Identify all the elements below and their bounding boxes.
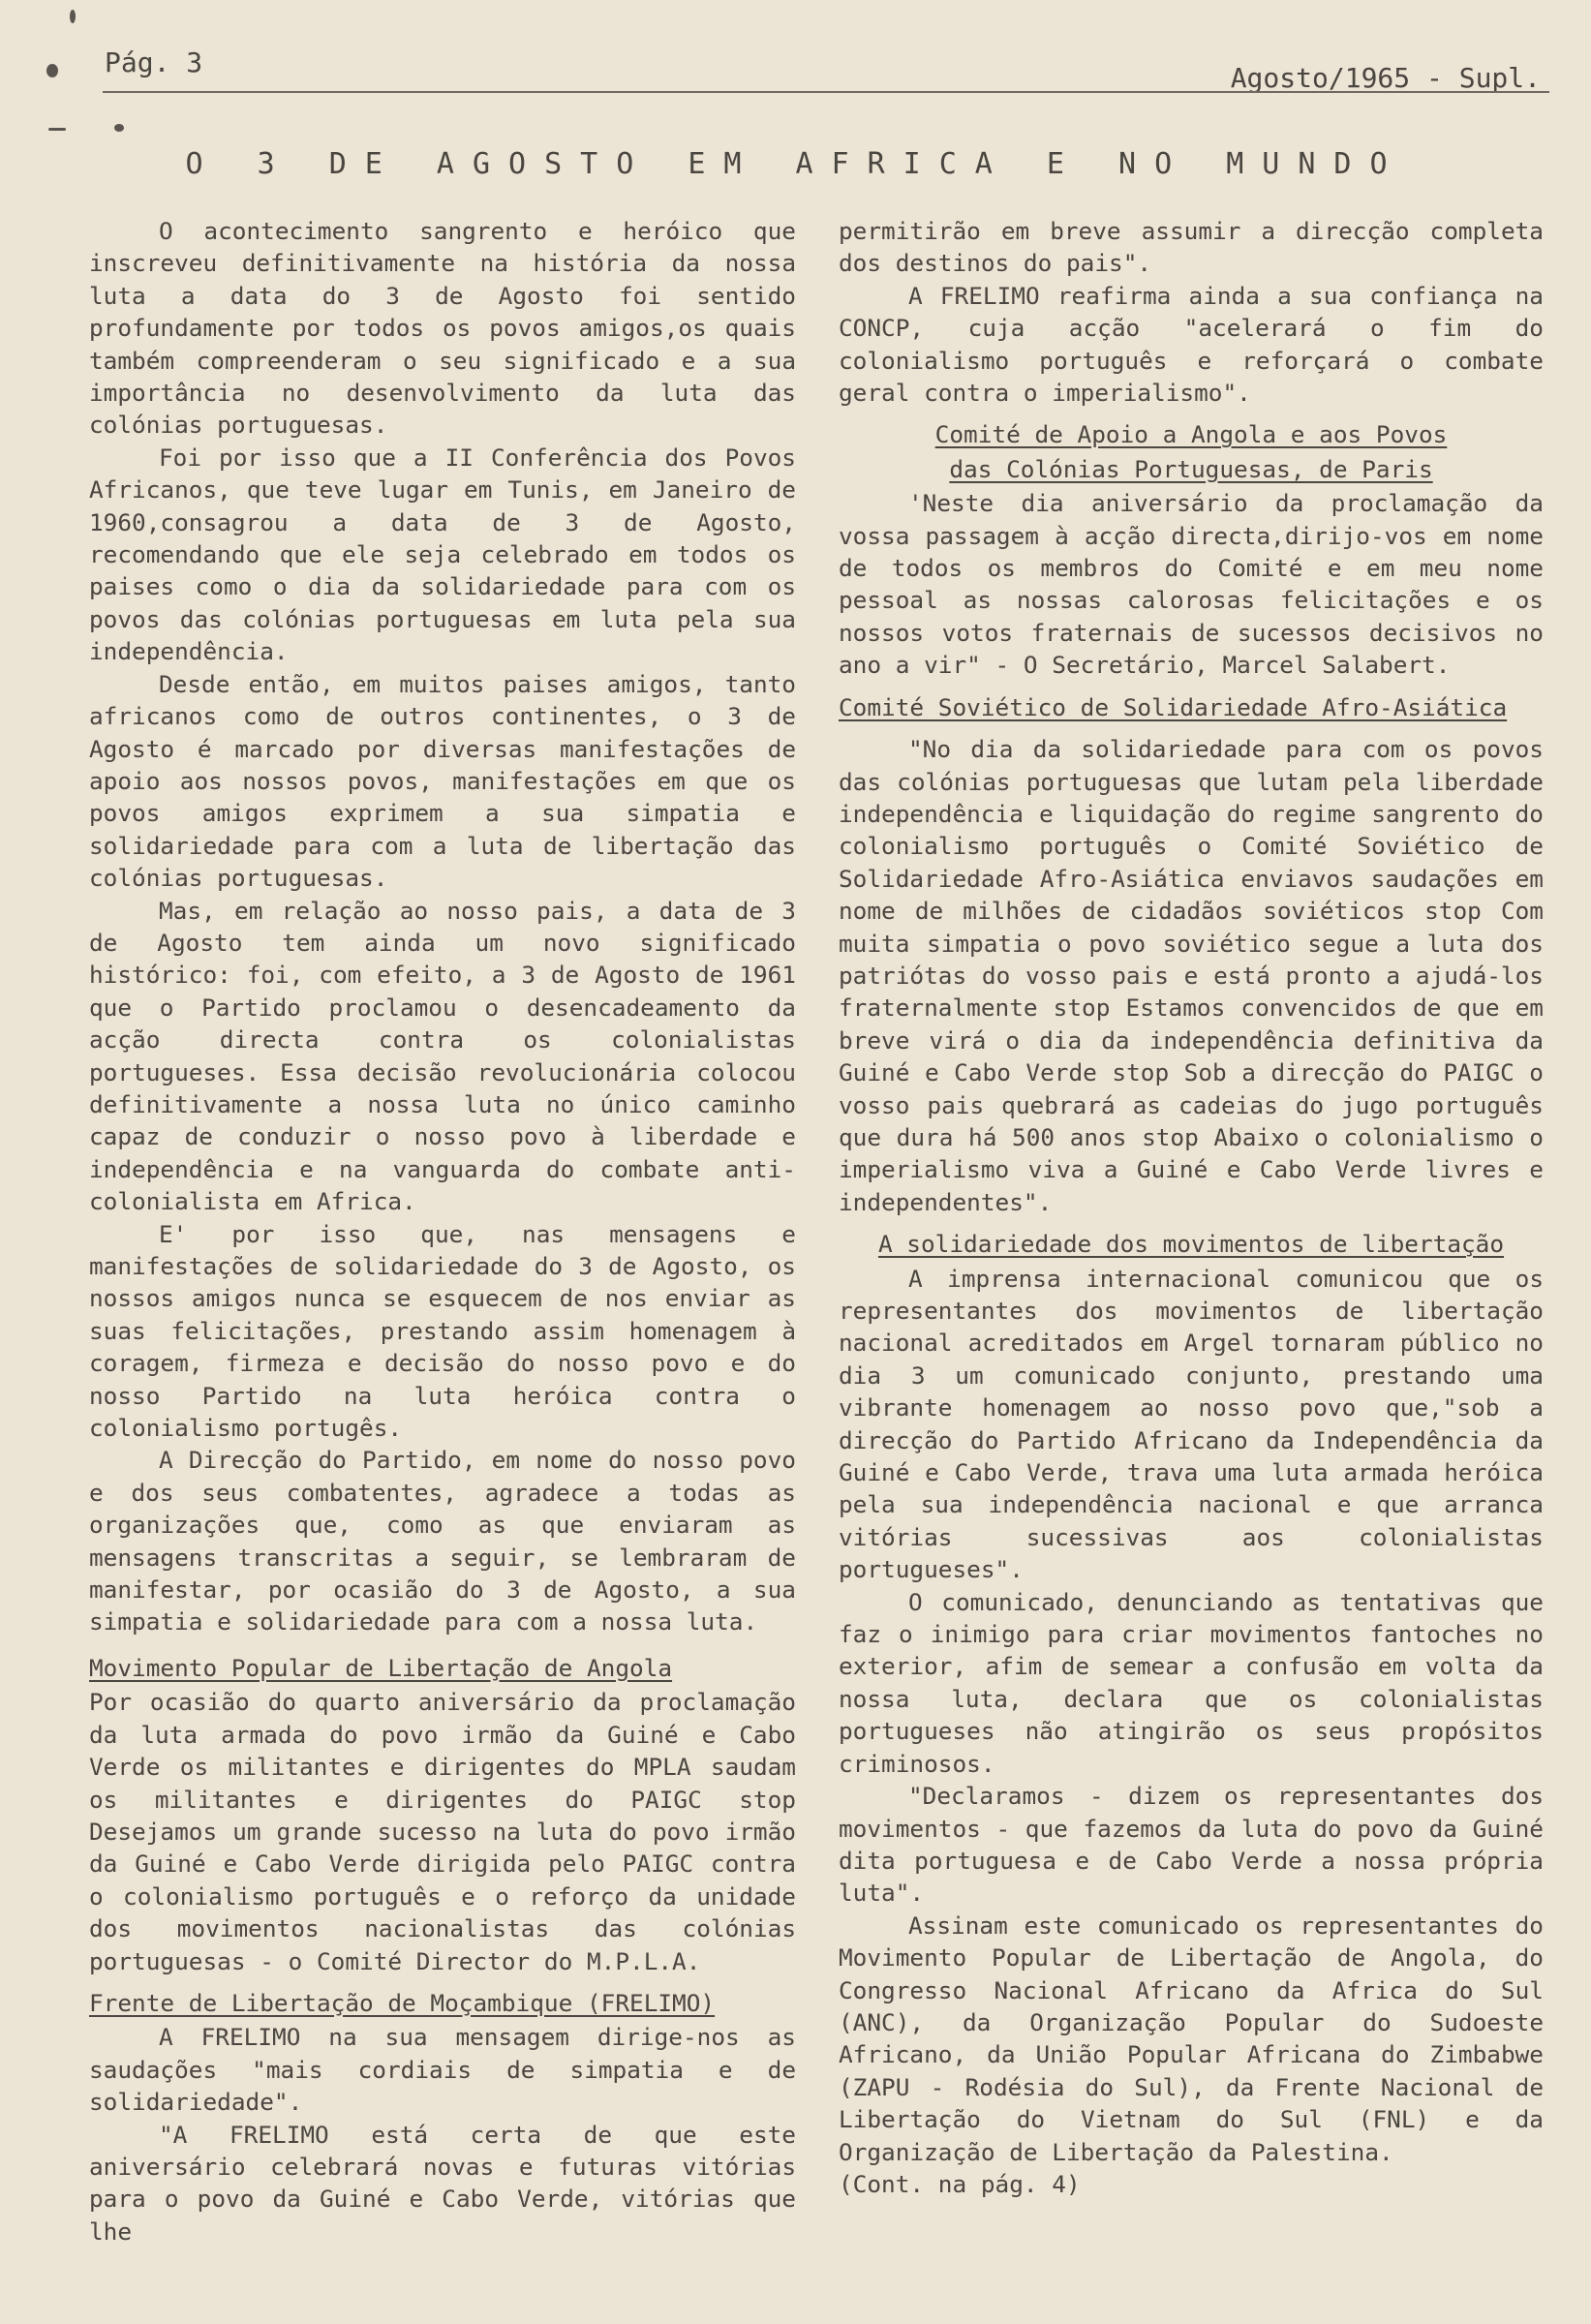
ink-spot [46, 64, 58, 77]
paragraph: "A FRELIMO está certa de que este aniversário celebrará novas e futuras vitórias para o povo da Guiné e Cabo Verde, vitórias que lhe [89, 2120, 796, 2246]
paragraph: O comunicado, denunciando as tentativas que faz o inimigo para criar movimentos fantoches no exterior, afim de semear a confusão em volta da nossa luta, declara que os colonialistas portugueses não atingirão os seus propósitos criminosos. [839, 1587, 1544, 1778]
page-number: Pág. 3 [105, 46, 203, 78]
paragraph: Mas, em relação ao nosso pais, a data de 3 de Agosto tem ainda um novo significado histórico: foi, com efeito, a 3 de Agosto de 1961 que o Partido proclamou o desencadeamento da acção directa contra os colonialistas portugueses. Essa decisão revolucionária colocou definitivamente a nossa luta no único caminho capaz de conduzir o nosso povo à liberdade e independência e na vanguarda do combate anti-colonialista em Africa. [89, 896, 796, 1216]
section-heading-paris-line2: das Colónias Portuguesas, de Paris [949, 454, 1433, 483]
paragraph: Desde então, em muitos paises amigos, tanto africanos como de outros continentes, o 3 de Agosto é marcado por diversas manifestações de apoio aos nossos povos, manifestações em que os povos amigos exprimem a sua simpatia e solidariedade para com a luta de libertação das colónias portuguesas. [89, 669, 796, 893]
paragraph: A Direcção do Partido, em nome do nosso povo e dos seus combatentes, agradece a todas as organizações que, como as que enviaram as mensagens transcritas a seguir, se lembraram de manifestar, por ocasião do 3 de Agosto, a sua simpatia e solidariedade para com a nossa luta. [89, 1446, 796, 1636]
section-heading-mpla: Movimento Popular de Libertação de Angola [89, 1653, 673, 1682]
paragraph: Foi por isso que a II Conferência dos Povos Africanos, que teve lugar em Tunis, em Janeiro de 1960,consagrou a data de 3 de Agosto, recomendando que ele seja celebrado em todos os paises como o dia da solidariedade para com os povos das colónias portuguesas em luta pela sua independência. [89, 443, 796, 666]
header-rule [103, 91, 1549, 93]
ink-spot [114, 124, 124, 132]
ink-spot [70, 10, 76, 23]
paragraph: Por ocasião do quarto aniversário da proclamação da luta armada do povo irmão da Guiné e Cabo Verde os militantes e dirigentes do MPLA saudam os militantes e dirigentes do PAIGC stop Desejamos um grande sucesso na luta do povo irmão da Guiné e Cabo Verde dirigida pelo PAIGC contra o colonialismo português e o reforço da unidade dos movimentos nacionalistas das colónias portuguesas - o Comité Director do M.P.L.A. [89, 1688, 796, 1975]
section-heading-movements: A solidariedade dos movimentos de libertação [877, 1230, 1505, 1259]
paragraph: Assinam este comunicado os representantes do Movimento Popular de Libertação de Angola, do Congresso Nacional Africano da Africa do Sul (ANC), da Organização Popular do Sudoeste Africano, da União Popular Africana do Zimbabwe (ZAPU - Rodésia do Sul), da Frente Nacional de Libertação do Vietnam do Sul (FNL) e da Organização de Libertação da Palestina. [839, 1911, 1544, 2166]
continued-note: (Cont. na pág. 4) [839, 2169, 1081, 2198]
paragraph: E' por isso que, nas mensagens e manifestações de solidariedade do 3 de Agosto, os nossos amigos nunca se esquecem de nos enviar as suas felicitações, prestando assim homenagem à coragem, firmeza e decisão do nosso povo e do nosso Partido na luta heróica contra o colonialismo portugês. [89, 1219, 796, 1443]
ink-spot [48, 128, 66, 131]
paragraph: O acontecimento sangrento e heróico que inscreveu definitivamente na história da nossa luta a data do 3 de Agosto foi sentido profundamente por todos os povos amigos,os quais também compreenderam o seu significado e a sua importância no desenvolvimento da luta das colónias portuguesas. [89, 217, 796, 440]
section-heading-frelimo: Frente de Libertação de Moçambique (FRELIMO) [89, 1988, 716, 2017]
section-heading-paris-line1: Comité de Apoio a Angola e aos Povos [934, 420, 1448, 449]
section-heading-soviet: Comité Soviético de Solidariedade Afro-Asiática [839, 692, 1508, 721]
paragraph: 'Neste dia aniversário da proclamação da vossa passagem à acção directa,dirijo-vos em nome de todos os membros do Comité e em meu nome pessoal as nossas calorosas felicitações e os nossos votos fraternais de sucessos decisivos no ano a vir" - O Secretário, Marcel Salabert. [839, 489, 1544, 680]
paragraph: A FRELIMO na sua mensagem dirige-nos as saudações "mais cordiais de simpatia e de solidariedade". [89, 2023, 796, 2117]
paragraph: "No dia da solidariedade para com os povos das colónias portuguesas que lutam pela liberdade independência e liquidação do regime sangrento do colonialismo português o Comité Soviético de Solidariedade Afro-Asiática enviavos saudações em nome de milhões de cidadãos soviéticos stop Com muita simpatia o povo soviético segue a luta dos patriótas do vosso pais e está pronto a ajudá-los fraternalmente stop Estamos convencidos de que em breve virá o dia da independência definitiva da Guiné e Cabo Verde stop Sob a direcção do PAIGC o vosso pais quebrará as cadeias do jugo português que dura há 500 anos stop Abaixo o colonialismo o imperialismo viva a Guiné e Cabo Verde livres e independentes". [839, 735, 1544, 1216]
left-column [89, 215, 796, 2248]
paragraph: A imprensa internacional comunicou que os representantes dos movimentos de libertação nacional acreditados em Argel tornaram público no dia 3 um comunicado conjunto, prestando uma vibrante homenagem ao nosso povo que,"sob a direcção do Partido Africano da Independência da Guiné e Cabo Verde, trava uma luta armada heróica pela sua independência nacional e que arranca vitórias sucessivas aos colonialistas portugueses". [839, 1264, 1544, 1584]
issue-date: Agosto/1965 - Supl. [1230, 62, 1541, 94]
right-column [839, 215, 1544, 2200]
paragraph: permitirão em breve assumir a direcção completa dos destinos do pais". [839, 217, 1544, 278]
paragraph: A FRELIMO reafirma ainda a sua confiança na CONCP, cuja acção "acelerará o fim do colonialismo português e reforçará o combate geral contra o imperialismo". [839, 281, 1544, 408]
page-title: O 3 DE AGOSTO EM AFRICA E NO MUNDO [185, 147, 1406, 181]
paragraph: "Declaramos - dizem os representantes dos movimentos - que fazemos da luta do povo da Guiné dita portuguesa e de Cabo Verde a nossa própria luta". [839, 1782, 1544, 1908]
